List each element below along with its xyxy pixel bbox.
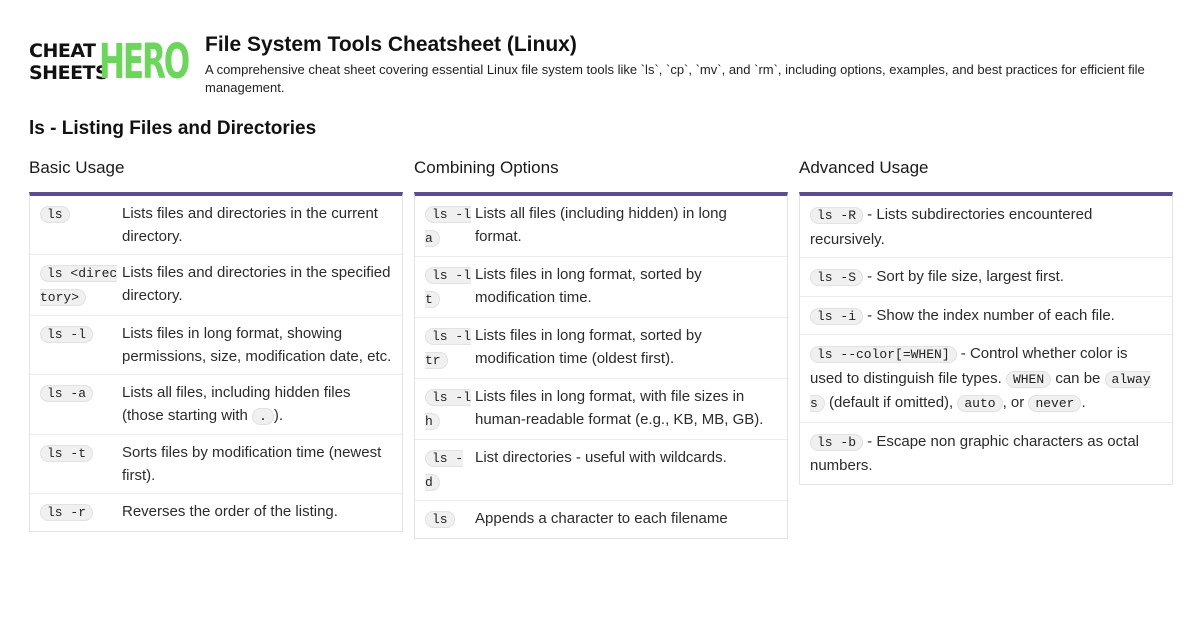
description-text: can be [1051,369,1105,387]
inline-code: never [1028,395,1081,412]
logo-wordmark-hero: HERO [99,34,188,90]
command-code: ls -b [810,434,863,451]
command-code: ls -r [40,504,93,521]
command-description: Lists files in long format, with file sizes in human-readable format (e.g., KB, MB, GB). [475,388,764,428]
command-description: - Sort by file size, largest first. [863,268,1064,285]
table-row [415,318,787,379]
command-code: ls -i [810,308,863,325]
logo-wordmark-left [29,40,108,84]
command-description: Appends a character to each filename [475,510,728,527]
command-table [414,192,788,539]
list-item [800,297,1172,336]
command-description: - Escape non graphic characters as octal numbers. [810,432,1139,474]
command-description: Reverses the order of the listing. [122,503,338,520]
logo-line-cheat: CHEAT [29,40,96,62]
command-description: - Show the index number of each file. [863,306,1115,324]
command-code: ls -l [40,326,93,343]
description-text: (default if omitted), [824,394,958,411]
title-block [205,32,1175,97]
command-code: ls -lh [425,390,472,429]
page-description: A comprehensive cheat sheet covering essential Linux file system tools like `ls`, `cp`, `mv`, and `rm`, including options, examples, and best practices for efficient file management. [205,62,1145,95]
command-code: ls -lt [425,268,472,307]
table-row [30,494,402,531]
command-description: Lists files in long format, sorted by modification time. [475,266,702,306]
logo-line-sheets: SHEETS [29,62,109,84]
command-table [29,192,403,532]
cheatsheetshero-logo[interactable] [29,34,189,90]
command-description [122,382,392,428]
command-description: List directories - useful with wildcards. [475,449,727,466]
command-description: Lists files in long format, sorted by modification time (oldest first). [475,327,702,367]
description-text: , or [1002,394,1029,411]
command-code: ls -a [40,385,93,402]
command-code: ls -t [40,445,93,462]
inline-code: always [810,371,1151,411]
command-code: ls -S [810,269,863,286]
table-row [415,379,787,440]
table-row [30,375,402,435]
list-item [800,423,1172,484]
section-title: ls - Listing Files and Directories [29,118,317,139]
command-code: ls -la [425,207,472,246]
inline-code: auto [957,395,1002,412]
command-description: Lists all files (including hidden) in long format. [475,205,727,245]
table-row [415,257,787,318]
list-item [800,335,1172,423]
list-item [800,196,1172,258]
table-row [30,255,402,316]
command-description: Lists files and directories in the current directory. [122,205,378,245]
command-description: Lists files in long format, showing permissions, size, modification date, etc. [122,325,392,365]
description-text: . [1081,394,1086,411]
command-code: ls [425,511,455,528]
command-code: ls [40,206,70,223]
command-code: ls --color[=WHEN] [810,346,957,363]
list-item [800,258,1172,297]
page-header [29,32,1179,102]
command-description: - Control whether color is used to distinguish file types. [810,345,1128,387]
table-row [415,196,787,257]
description-text: Lists all files, including hidden files (those starting with [122,384,351,424]
description-text: ). [273,406,284,424]
command-code: ls -d [425,451,464,490]
column-heading: Advanced Usage [799,158,929,177]
table-row [30,316,402,375]
command-code: ls <directory> [40,266,118,305]
command-list [799,192,1173,485]
command-description: - Lists subdirectories encountered recursively. [810,206,1093,248]
table-row [30,196,402,255]
command-description: Sorts files by modification time (newest first). [122,444,382,484]
table-row [30,435,402,494]
command-code: ls -R [810,207,863,224]
command-description: Lists files and directories in the specified directory. [122,264,391,304]
column-combining-options [414,156,788,539]
column-heading: Combining Options [414,158,559,177]
table-row [415,501,787,538]
column-heading: Basic Usage [29,158,125,177]
column-basic-usage [29,156,403,532]
page-title: File System Tools Cheatsheet (Linux) [205,33,577,56]
command-code: ls -ltr [425,329,472,368]
column-advanced-usage [799,156,1173,485]
inline-code: . [252,408,274,425]
table-row [415,440,787,501]
inline-code: WHEN [1006,371,1051,388]
